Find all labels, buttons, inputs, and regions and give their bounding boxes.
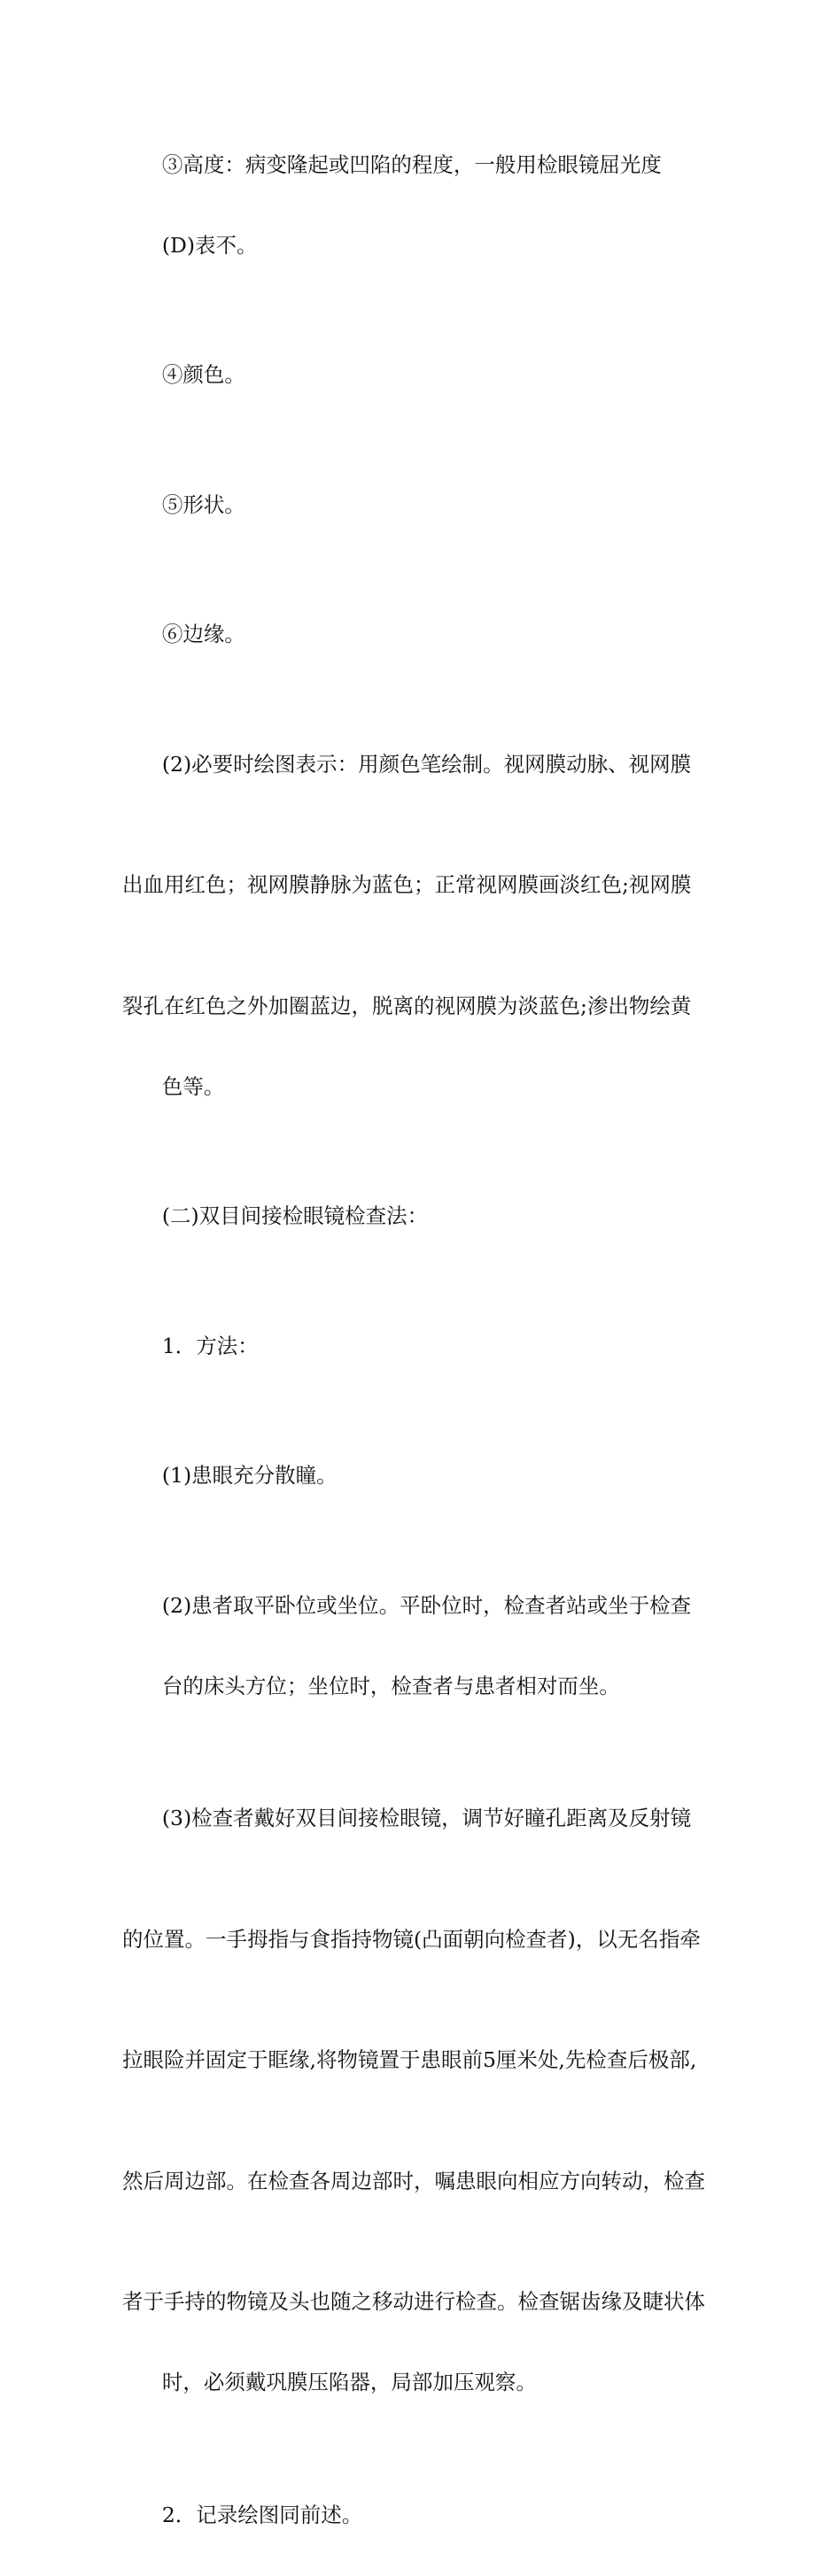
line: 时，必须戴巩膜压陷器，局部加压观察。 xyxy=(161,2370,537,2394)
line: (2)患者取平卧位或坐位。平卧位时，检查者站或坐于检查 xyxy=(161,1592,692,1618)
line: 1．方法： xyxy=(161,1333,259,1358)
subheading-record xyxy=(122,2455,710,2576)
line: (D)表不。 xyxy=(161,232,258,258)
subheading-method xyxy=(122,1286,710,1407)
paragraph-step-3 xyxy=(122,1759,710,2444)
line: 裂孔在红色之外加圈蓝边，脱离的视网膜为淡蓝色;渗出物绘黄 xyxy=(122,993,692,1018)
line: (1)患眼充分散瞳。 xyxy=(161,1463,338,1488)
paragraph-step-1 xyxy=(122,1416,710,1537)
line: 然后周边部。在检查各周边部时，嘱患眼向相应方向转动，检查 xyxy=(122,2168,705,2193)
paragraph-height xyxy=(122,104,710,306)
line: ⑤形状。 xyxy=(161,491,245,517)
line: (2)必要时绘图表示：用颜色笔绘制。视网膜动脉、视网膜 xyxy=(161,751,692,777)
line: 者于手持的物镜及头也随之移动进行检查。检查锯齿缘及睫状体 xyxy=(122,2289,705,2314)
line: 拉眼险并固定于眶缘,将物镜置于患眼前5厘米处,先检查后极部, xyxy=(122,2047,697,2072)
paragraph-edge xyxy=(122,575,710,696)
line: 台的床头方位；坐位时，检查者与患者相对而坐。 xyxy=(161,1673,620,1698)
section-heading-indirect-ophthalmoscope xyxy=(122,1156,710,1278)
line: (3)检查者戴好双目间接检眼镜，调节好瞳孔距离及反射镜 xyxy=(161,1806,692,1830)
line: 色等。 xyxy=(161,1073,225,1099)
line: ④颜色。 xyxy=(161,362,245,387)
paragraph-step-2 xyxy=(122,1545,710,1747)
line: 出血用红色；视网膜静脉为蓝色；正常视网膜画淡红色;视网膜 xyxy=(122,872,692,897)
line: ⑥边缘。 xyxy=(161,622,245,646)
line: (二)双目间接检眼镜检查法： xyxy=(161,1203,429,1228)
document-body xyxy=(122,104,710,2576)
paragraph-shape xyxy=(122,445,710,566)
paragraph-color xyxy=(122,315,710,437)
line: 2．记录绘图同前述。 xyxy=(161,2502,363,2527)
line: ③高度：病变隆起或凹陷的程度，一般用检眼镜屈光度 xyxy=(161,151,662,177)
paragraph-drawing xyxy=(122,704,710,1148)
line: 的位置。一手拇指与食指持物镜(凸面朝向检查者)，以无名指牵 xyxy=(122,1926,701,1952)
